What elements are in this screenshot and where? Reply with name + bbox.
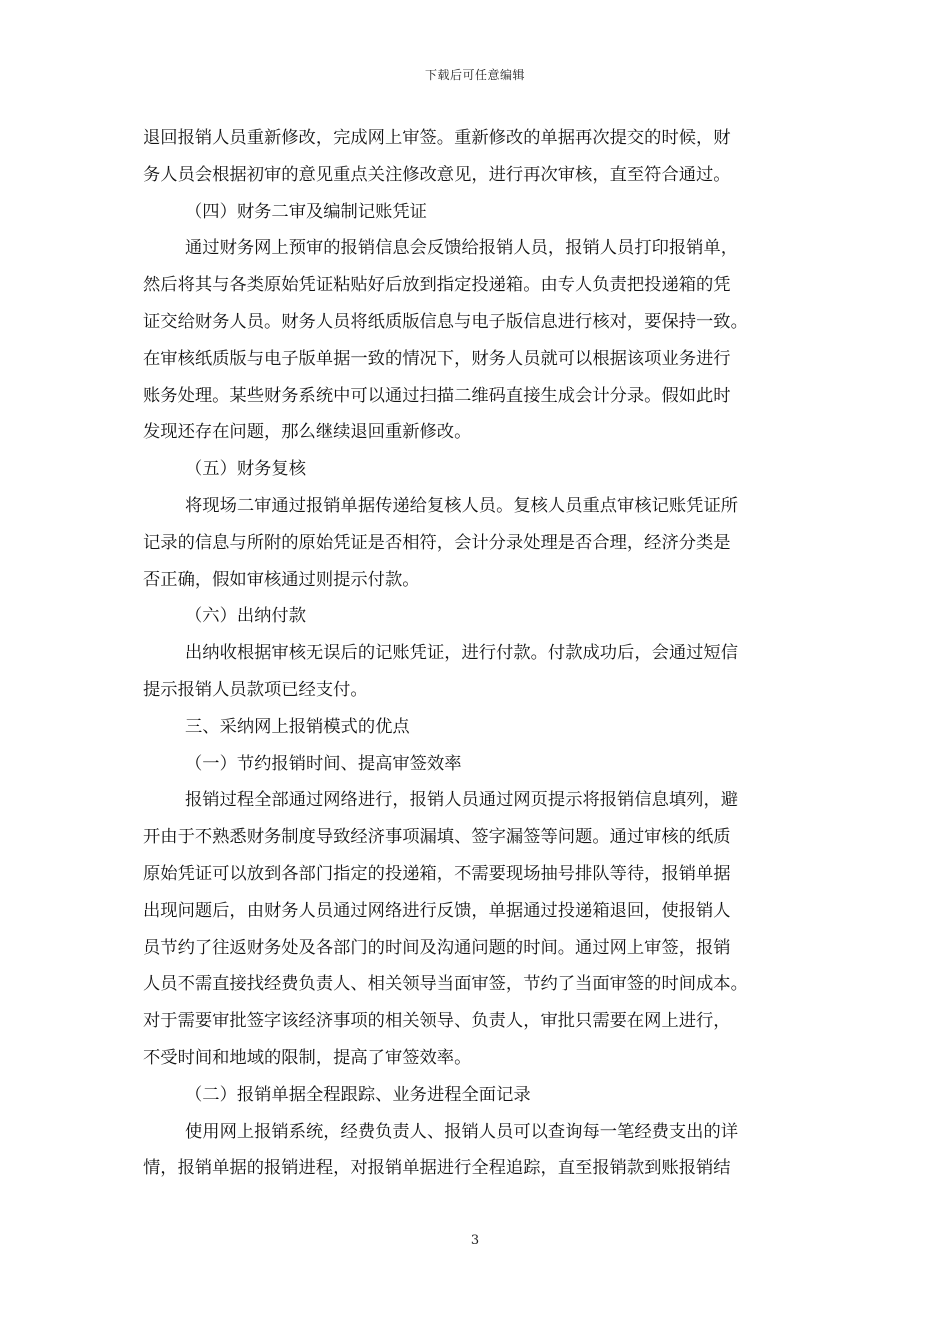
text-line: 对于需要审批签字该经济事项的相关领导、负责人，审批只需要在网上进行，	[143, 1011, 731, 1032]
body-paragraph	[143, 230, 809, 451]
text-line: 发现还存在问题，那么继续退回重新修改。	[143, 422, 472, 443]
page-header: 下载后可任意编辑	[424, 68, 525, 82]
text-line: 三、采纳网上报销模式的优点	[185, 716, 410, 737]
text-line: 出现问题后，由财务人员通过网络进行反馈，单据通过投递箱退回，使报销人	[143, 900, 731, 921]
section-heading	[143, 709, 809, 746]
text-line: 原始凭证可以放到各部门指定的投递箱，不需要现场抽号排队等待，报销单据	[143, 863, 731, 884]
text-line: 通过财务网上预审的报销信息会反馈给报销人员，报销人员打印报销单，	[185, 238, 739, 259]
text-line: 否正确，假如审核通过则提示付款。	[143, 569, 420, 590]
text-line: 在审核纸质版与电子版单据一致的情况下，财务人员就可以根据该项业务进行	[143, 348, 731, 369]
text-line: 然后将其与各类原始凭证粘贴好后放到指定投递箱。由专人负责把投递箱的凭	[143, 275, 731, 296]
text-line: 报销过程全部通过网络进行，报销人员通过网页提示将报销信息填列，避	[185, 790, 739, 811]
text-line: （四）财务二审及编制记账凭证	[185, 201, 427, 222]
text-line: 出纳收根据审核无误后的记账凭证，进行付款。付款成功后，会通过短信	[185, 643, 739, 664]
text-line: 务人员会根据初审的意见重点关注修改意见，进行再次审核，直至符合通过。	[143, 164, 731, 185]
body-paragraph	[143, 488, 809, 598]
text-line: （一）节约报销时间、提高审签效率	[185, 753, 462, 774]
text-line: 人员不需直接找经费负责人、相关领导当面审签，节约了当面审签的时间成本。	[143, 974, 748, 995]
text-line: （二）报销单据全程跟踪、业务进程全面记录	[185, 1084, 531, 1105]
text-line: 记录的信息与所附的原始凭证是否相符，会计分录处理是否合理，经济分类是	[143, 532, 731, 553]
text-line: 情，报销单据的报销进程，对报销单据进行全程追踪，直至报销款到账报销结	[143, 1158, 731, 1179]
text-line: 员节约了往返财务处及各部门的时间及沟通问题的时间。通过网上审签，报销	[143, 937, 731, 958]
body-paragraph	[143, 782, 809, 1076]
text-line: 账务处理。某些财务系统中可以通过扫描二维码直接生成会计分录。假如此时	[143, 385, 731, 406]
body-paragraph	[143, 1114, 809, 1188]
section-heading	[143, 194, 809, 231]
body-paragraph	[143, 635, 809, 709]
section-heading	[143, 746, 809, 783]
section-heading	[143, 1077, 809, 1114]
text-line: 使用网上报销系统，经费负责人、报销人员可以查询每一笔经费支出的详	[185, 1121, 739, 1142]
text-line: （五）财务复核	[185, 459, 306, 480]
section-heading	[143, 451, 809, 488]
text-line: 开由于不熟悉财务制度导致经济事项漏填、签字漏签等问题。通过审核的纸质	[143, 827, 731, 848]
text-line: （六）出纳付款	[185, 606, 306, 627]
document-body	[143, 120, 809, 1187]
section-heading	[143, 598, 809, 635]
text-line: 不受时间和地域的限制，提高了审签效率。	[143, 1047, 472, 1068]
text-line: 证交给财务人员。财务人员将纸质版信息与电子版信息进行核对，要保持一致。	[143, 311, 748, 332]
text-line: 将现场二审通过报销单据传递给复核人员。复核人员重点审核记账凭证所	[185, 495, 739, 516]
page-number: 3	[470, 1233, 480, 1248]
text-line: 提示报销人员款项已经支付。	[143, 679, 368, 700]
text-line: 退回报销人员重新修改，完成网上审签。重新修改的单据再次提交的时候，财	[143, 128, 731, 148]
body-paragraph	[143, 120, 809, 194]
